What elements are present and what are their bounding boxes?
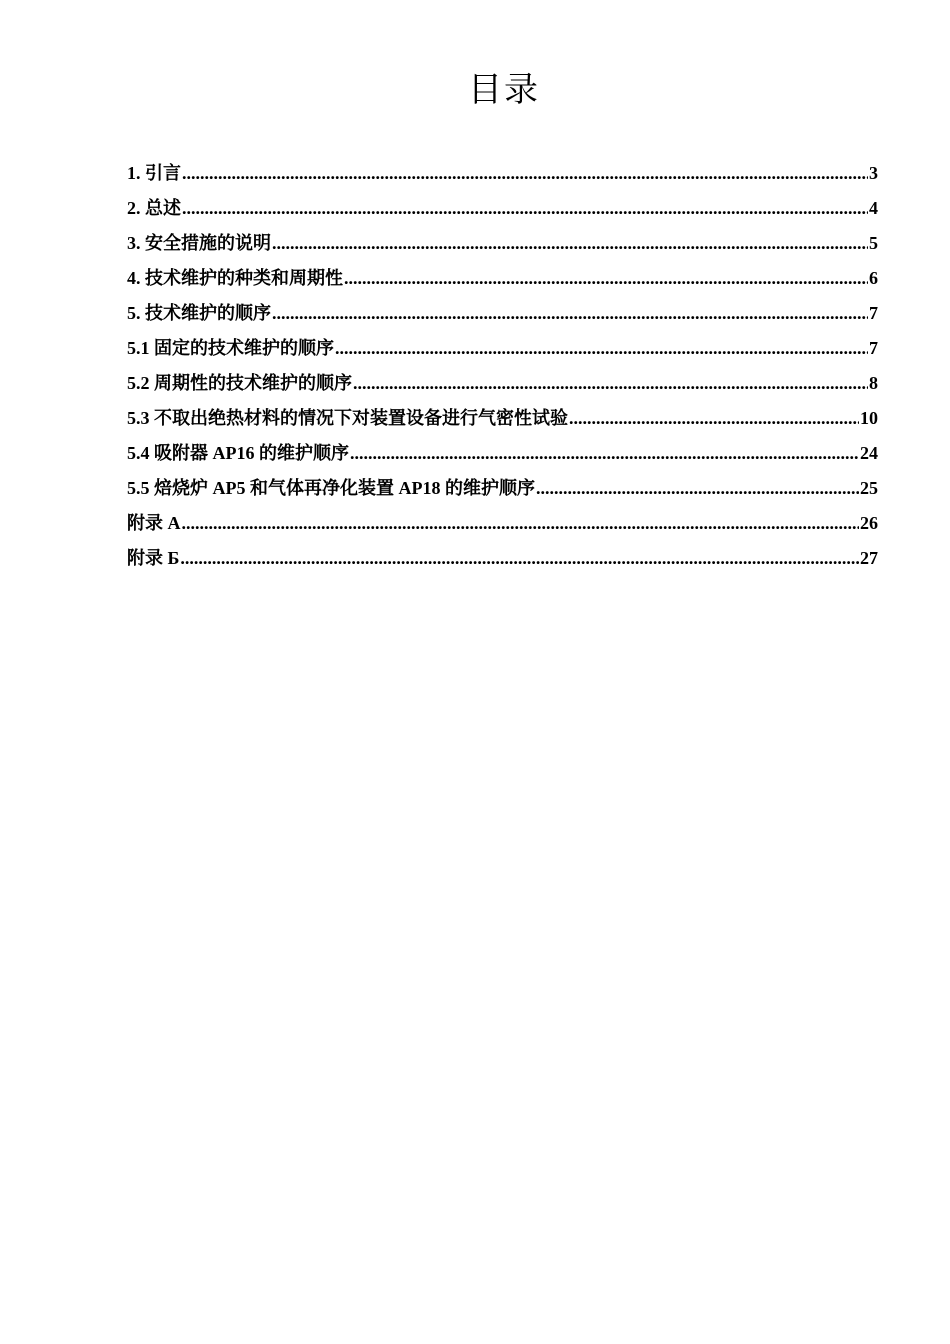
toc-entry-label: 2. 总述: [127, 198, 181, 218]
toc-entry-section-5-2[interactable]: [127, 366, 878, 401]
toc-dot-leader: [272, 296, 868, 331]
toc-entry-label: 4. 技术维护的种类和周期性: [127, 268, 343, 288]
toc-entry-page-number: 26: [860, 513, 878, 533]
toc-entry-label: 5.1 固定的技术维护的顺序: [127, 338, 334, 358]
toc-entry-overview[interactable]: [127, 191, 878, 226]
toc-entry-page-number: 4: [869, 198, 878, 218]
toc-entry-page-number: 7: [869, 303, 878, 323]
toc-entry-page-number: 24: [860, 443, 878, 463]
toc-entry-maintenance-types[interactable]: [127, 261, 878, 296]
toc-entry-section-5-3[interactable]: [127, 401, 878, 436]
toc-dot-leader: [180, 541, 859, 576]
toc-dot-leader: [353, 366, 868, 401]
toc-dot-leader: [182, 191, 868, 226]
toc-entry-label: 附录 A: [127, 513, 181, 533]
toc-entry-page-number: 5: [869, 233, 878, 253]
toc-entry-page-number: 6: [869, 268, 878, 288]
toc-dot-leader: [569, 401, 859, 436]
toc-entry-page-number: 7: [869, 338, 878, 358]
toc-dot-leader: [350, 436, 859, 471]
toc-dot-leader: [344, 261, 868, 296]
toc-entry-label: 5.2 周期性的技术维护的顺序: [127, 373, 352, 393]
toc-entry-maintenance-sequence[interactable]: [127, 296, 878, 331]
toc-entry-label: 5.3 不取出绝热材料的情况下对装置设备进行气密性试验: [127, 408, 568, 428]
toc-entry-introduction[interactable]: [127, 156, 878, 191]
toc-entry-page-number: 25: [860, 478, 878, 498]
toc-entry-label: 附录 Б: [127, 548, 180, 568]
toc-entry-page-number: 3: [869, 163, 878, 183]
toc-dot-leader: [335, 331, 868, 366]
toc-dot-leader: [182, 506, 860, 541]
toc-entry-label: 1. 引言: [127, 163, 181, 183]
toc-dot-leader: [536, 471, 859, 506]
toc-dot-leader: [182, 156, 868, 191]
toc-entry-section-5-4[interactable]: [127, 436, 878, 471]
toc-entry-section-5-5[interactable]: [127, 471, 878, 506]
toc-entry-page-number: 10: [860, 408, 878, 428]
toc-entry-label: 5.5 焙烧炉 AP5 和气体再净化装置 AP18 的维护顺序: [127, 478, 535, 498]
toc-entry-safety-measures[interactable]: [127, 226, 878, 261]
toc-entry-label: 5. 技术维护的顺序: [127, 303, 271, 323]
toc-dot-leader: [272, 226, 868, 261]
toc-entry-appendix-b[interactable]: [127, 541, 878, 576]
toc-entry-page-number: 8: [869, 373, 878, 393]
toc-entry-label: 3. 安全措施的说明: [127, 233, 271, 253]
toc-entry-appendix-a[interactable]: [127, 506, 878, 541]
table-of-contents: [127, 156, 878, 576]
toc-entry-label: 5.4 吸附器 AP16 的维护顺序: [127, 443, 349, 463]
page-title: 目录: [468, 70, 540, 110]
toc-entry-section-5-1[interactable]: [127, 331, 878, 366]
toc-entry-page-number: 27: [860, 548, 878, 568]
